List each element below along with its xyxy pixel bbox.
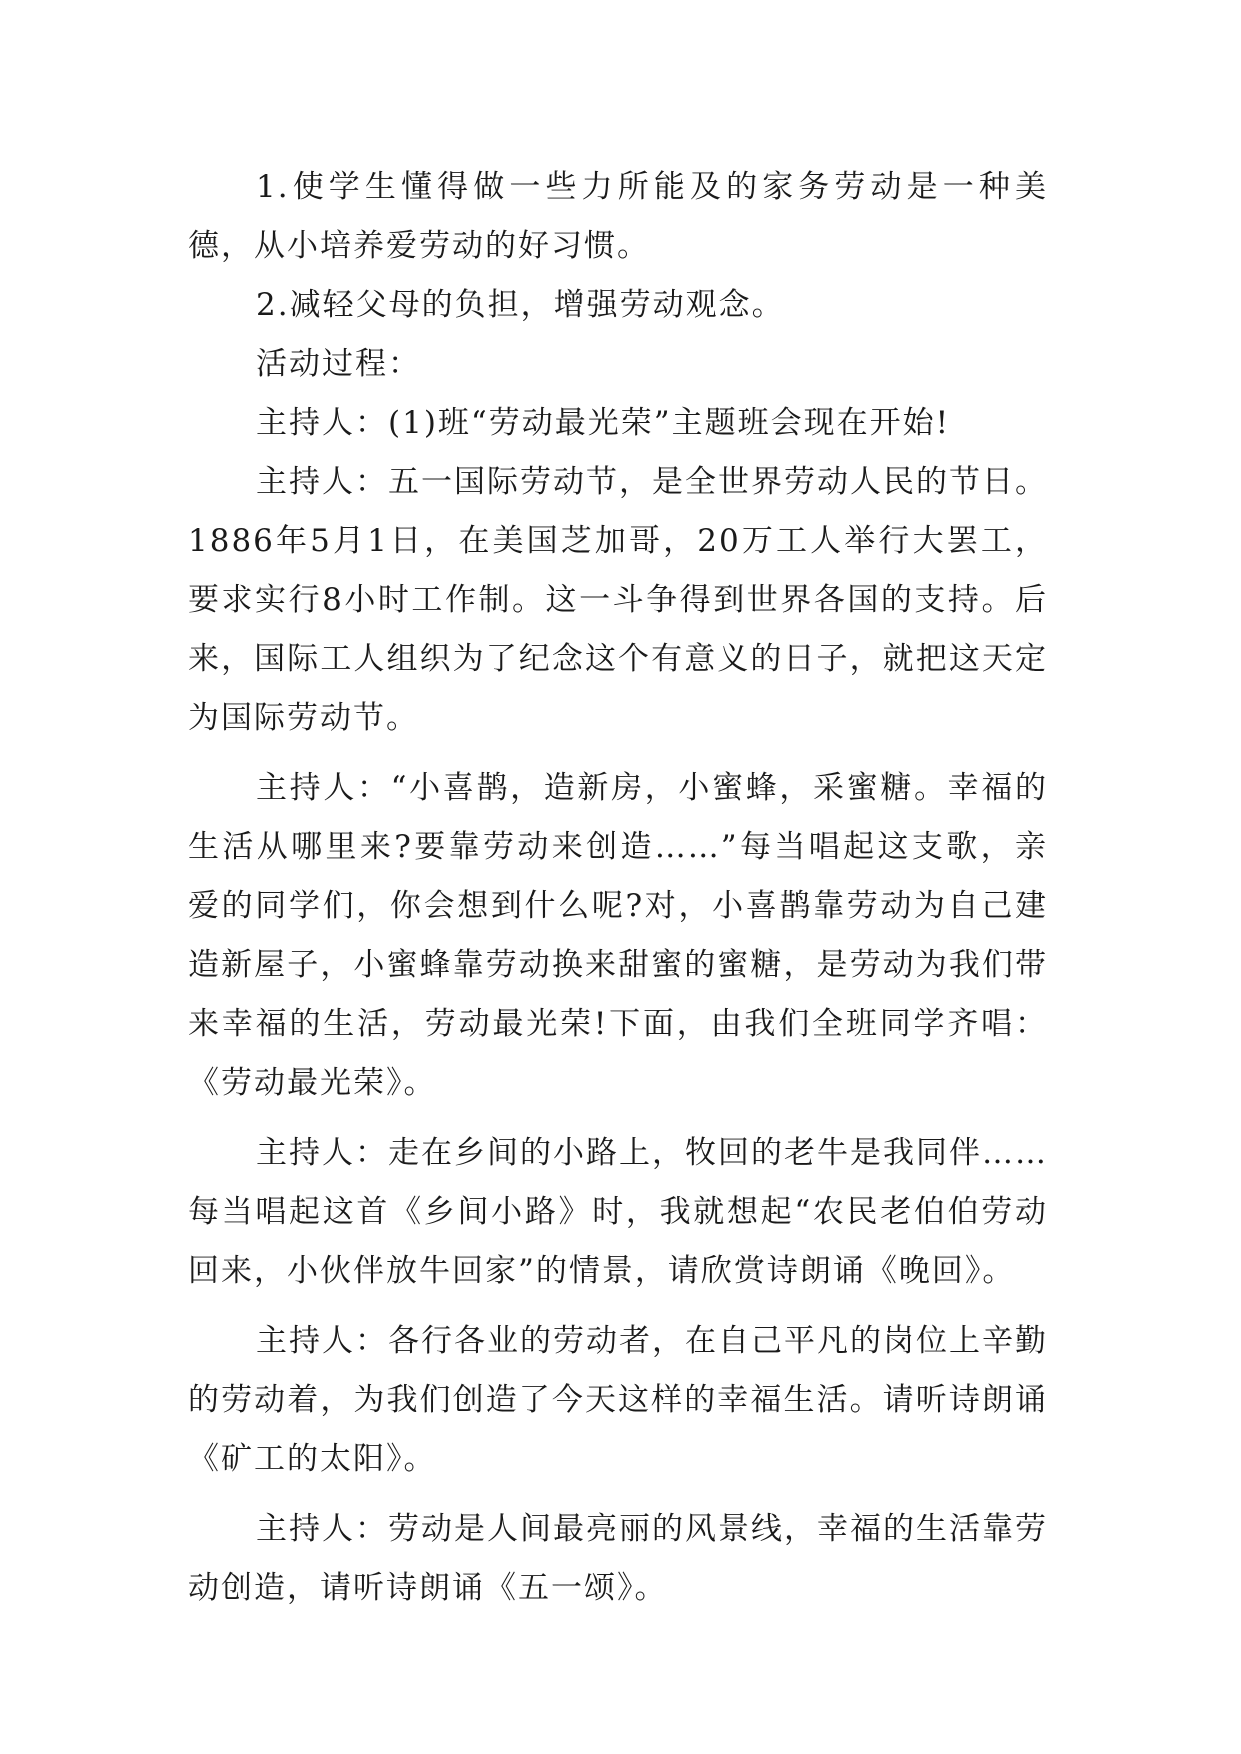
paragraph-host-opening: 主持人：(1)班“劳动最光荣”主题班会现在开始!: [256, 405, 951, 441]
paragraph-host-song: 主持人：“小喜鹊，造新房，小蜜蜂，采蜜糖。幸福的生活从哪里来?要靠劳动来创造……”每当唱起这支歌，亲爱的同学们，你会想到什么呢?对，小喜鹊靠劳动为自己建造新屋子，小蜜蜂靠劳动换来甜蜜的蜜糖，是劳动为我们带来幸福的生活，劳动最光荣!下面，由我们全班同学齐唱：《劳动最光荣》。: [188, 770, 1048, 1101]
paragraph-goal-2: 2.减轻父母的负担，增强劳动观念。: [256, 287, 785, 323]
paragraph-host-labor-day: 主持人：五一国际劳动节，是全世界劳动人民的节日。1886年5月1日，在美国芝加哥，20万工人举行大罢工，要求实行8小时工作制。这一斗争得到世界各国的支持。后来，国际工人组织为了纪念这个有意义的日子，就把这天定为国际劳动节。: [188, 464, 1048, 736]
paragraph-host-country-road: 主持人：走在乡间的小路上，牧回的老牛是我同伴……每当唱起这首《乡间小路》时，我就想起“农民老伯伯劳动回来，小伙伴放牛回家”的情景，请欣赏诗朗诵《晚回》。: [188, 1135, 1048, 1289]
paragraph-goal-1: 1.使学生懂得做一些力所能及的家务劳动是一种美德，从小培养爱劳动的好习惯。: [188, 169, 1048, 264]
document-body: [188, 158, 1048, 1618]
paragraph-host-may-day-ode: 主持人：劳动是人间最亮丽的风景线，幸福的生活靠劳动创造，请听诗朗诵《五一颂》。: [188, 1511, 1048, 1606]
paragraph-host-workers: 主持人：各行各业的劳动者，在自己平凡的岗位上辛勤的劳动着，为我们创造了今天这样的幸福生活。请听诗朗诵《矿工的太阳》。: [188, 1323, 1048, 1477]
paragraph-activity-heading: 活动过程：: [256, 346, 421, 382]
